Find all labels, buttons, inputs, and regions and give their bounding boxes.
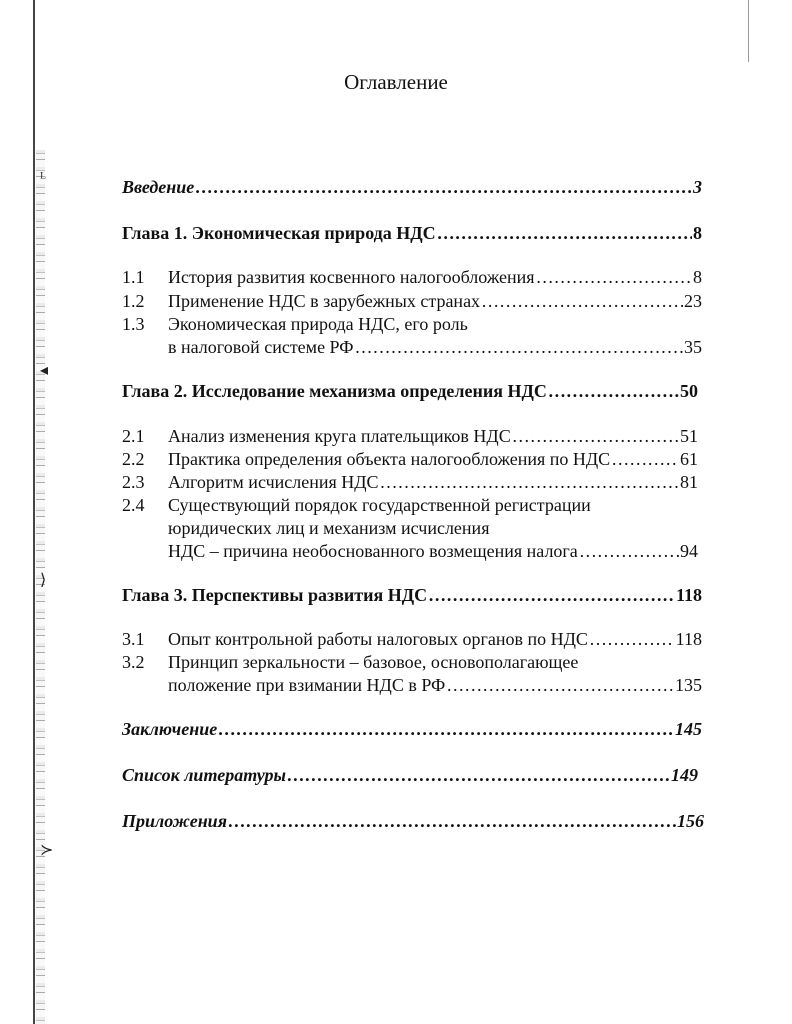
toc-leader-dots	[512, 425, 679, 447]
toc-page-number: 50	[680, 381, 698, 401]
toc-entry-label: Глава 1. Экономическая природа НДС	[122, 223, 436, 243]
toc-entry-2-2[interactable]	[122, 448, 698, 470]
toc-leader-dots	[428, 584, 675, 606]
toc-section-number: 1.3	[122, 314, 145, 334]
toc-entry-chapter-3[interactable]	[122, 584, 702, 606]
toc-entry-label: Существующий порядок государственной регистрации	[168, 495, 591, 515]
toc-leader-dots	[579, 540, 679, 562]
toc-entry-label: Опыт контрольной работы налоговых органов по НДС	[168, 629, 588, 649]
toc-leader-dots	[228, 810, 676, 832]
toc-entry-label: Анализ изменения круга плательщиков НДС	[168, 426, 511, 446]
scan-artifact-mark: ◂	[40, 362, 49, 379]
toc-leader-dots	[380, 471, 679, 493]
toc-entry-label: Список литературы	[122, 765, 286, 785]
toc-entry-2-3[interactable]	[122, 471, 698, 493]
toc-entry-label: Заключение	[122, 719, 218, 739]
toc-section-number: 3.2	[122, 652, 145, 672]
page-title: Оглавление	[344, 70, 448, 94]
toc-entry-label: в налоговой системе РФ	[168, 337, 354, 357]
toc-section-number: 1.1	[122, 267, 145, 287]
toc-entry-literature[interactable]	[122, 764, 698, 786]
toc-leader-dots	[481, 290, 683, 312]
toc-entry-intro[interactable]	[122, 176, 702, 198]
toc-section-number: 3.1	[122, 629, 145, 649]
toc-page-number: 3	[693, 177, 702, 197]
toc-leader-dots	[354, 336, 683, 358]
toc-entry-appendix[interactable]	[122, 810, 704, 832]
toc-page-number: 61	[680, 449, 698, 469]
toc-entry-label: Глава 2. Исследование механизма определения НДС	[122, 381, 547, 401]
toc-entry-label: Экономическая природа НДС, его роль	[168, 314, 468, 334]
toc-page-number: 145	[675, 719, 702, 739]
toc-page-number: 118	[675, 585, 702, 605]
toc-leader-dots	[548, 380, 679, 402]
toc-entry-1-2[interactable]	[122, 290, 702, 312]
scan-right-edge	[748, 0, 749, 62]
toc-entry-2-4[interactable]	[168, 540, 698, 562]
toc-leader-dots	[218, 718, 674, 740]
scan-artifact-mark: ⟩	[40, 572, 47, 589]
toc-page-number: 135	[675, 675, 702, 695]
toc-entry-3-2[interactable]	[168, 674, 702, 696]
toc-leader-dots	[611, 448, 679, 470]
toc-leader-dots	[589, 628, 675, 650]
toc-entry-1-3-first-line[interactable]	[122, 313, 468, 335]
toc-section-number: 2.4	[122, 495, 145, 515]
toc-entry-2-1[interactable]	[122, 425, 698, 447]
toc-page-number: 23	[684, 291, 702, 311]
toc-section-number: 2.3	[122, 472, 145, 492]
toc-leader-dots	[287, 764, 670, 786]
toc-page-number: 8	[693, 267, 702, 287]
toc-leader-dots	[446, 674, 674, 696]
toc-entry-label: Введение	[122, 177, 195, 197]
toc-entry-label: НДС – причина необоснованного возмещения налога	[168, 541, 578, 561]
scan-artifact-mark: ≻	[40, 842, 54, 859]
toc-entry-label: Глава 3. Перспективы развития НДС	[122, 585, 428, 605]
toc-entry-2-4-first-line[interactable]	[122, 494, 591, 516]
toc-entry-chapter-2[interactable]	[122, 380, 698, 402]
toc-entry-label: Алгоритм исчисления НДС	[168, 472, 379, 492]
toc-page-number: 149	[671, 765, 698, 785]
toc-page-number: 8	[693, 223, 702, 243]
toc-entry-1-3[interactable]	[168, 336, 702, 358]
toc-entry-conclusion[interactable]	[122, 718, 702, 740]
toc-page-number: 118	[675, 629, 702, 649]
scan-left-edge	[33, 0, 35, 1024]
toc-entry-2-4-second-line	[168, 517, 489, 539]
toc-page-number: 51	[680, 426, 698, 446]
toc-section-number: 2.1	[122, 426, 145, 446]
toc-entry-label: История развития косвенного налогообложения	[168, 267, 535, 287]
toc-page-number: 81	[680, 472, 698, 492]
toc-section-number: 1.2	[122, 291, 145, 311]
toc-page-number: 156	[677, 811, 704, 831]
toc-page-number: 94	[680, 541, 698, 561]
toc-entry-label: Принцип зеркальности – базовое, основополагающее	[168, 652, 579, 672]
toc-entry-label: Практика определения объекта налогообложения по НДС	[168, 449, 611, 469]
toc-entry-1-1[interactable]	[122, 266, 702, 288]
toc-entry-label: положение при взимании НДС в РФ	[168, 675, 446, 695]
toc-leader-dots	[195, 176, 692, 198]
toc-leader-dots	[437, 222, 692, 244]
toc-section-number: 2.2	[122, 449, 145, 469]
toc-entry-chapter-1[interactable]	[122, 222, 702, 244]
toc-entry-label: юридических лиц и механизм исчисления	[168, 518, 490, 538]
scan-artifact-mark: ᴸ	[40, 170, 46, 187]
toc-entry-3-2-first-line[interactable]	[122, 651, 578, 673]
toc-leader-dots	[536, 266, 692, 288]
toc-entry-label: Приложения	[122, 811, 227, 831]
toc-page-number: 35	[684, 337, 702, 357]
toc-entry-label: Применение НДС в зарубежных странах	[168, 291, 481, 311]
toc-entry-3-1[interactable]	[122, 628, 702, 650]
